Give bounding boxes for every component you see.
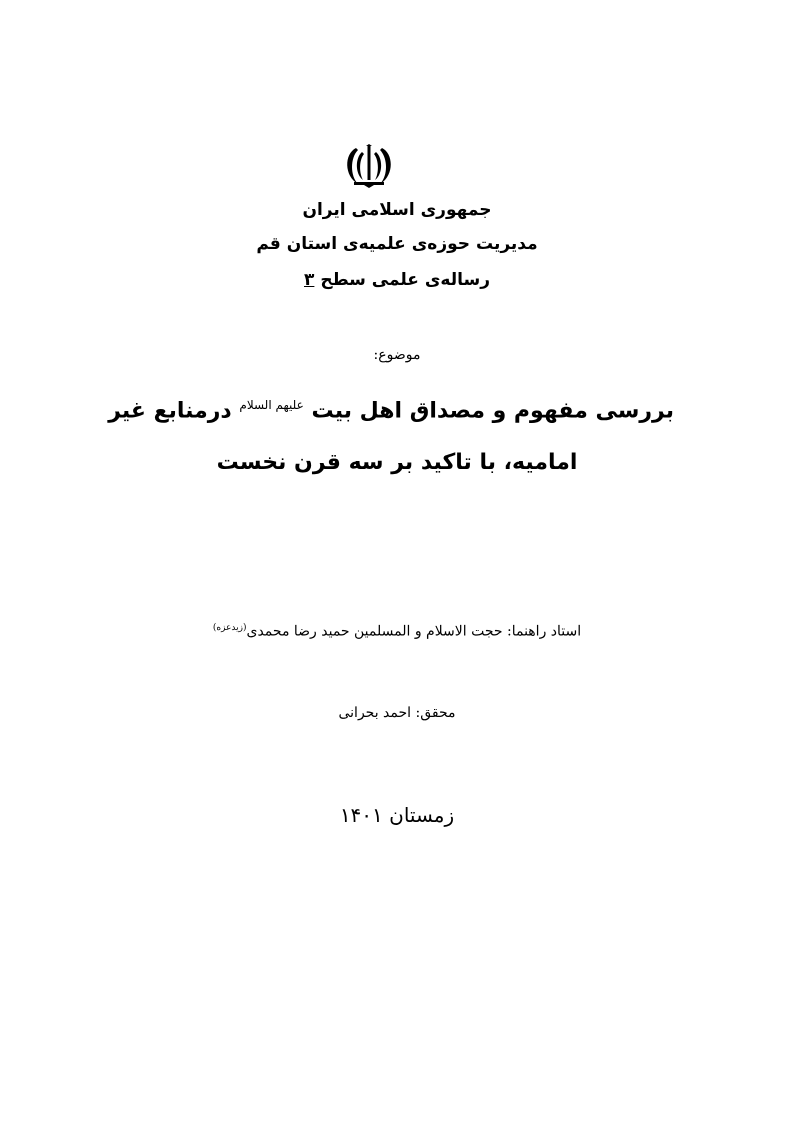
thesis-title-part-2: درمنابع غیر (108, 398, 232, 424)
country-name: جمهوری اسلامی ایران (302, 200, 492, 220)
subject-label: موضوع: (373, 347, 421, 363)
seminary-name: مدیریت حوزه‌ی علمیه‌ی استان قم (256, 234, 538, 254)
date-line: زمستان ۱۴۰۱ (339, 803, 455, 827)
researcher-line: محقق: احمد بحرانی (338, 705, 456, 721)
supervisor-honorific: (زیدعزه) (212, 623, 247, 633)
thesis-title-line-2: امامیه، با تاکید بر سه قرن نخست (216, 450, 578, 475)
supervisor-name: استاد راهنما: حجت الاسلام و المسلمین حمید رضا محمدی (246, 623, 582, 640)
thesis-level-number: ۳ (304, 270, 315, 290)
thesis-title-line-1 (108, 398, 674, 424)
thesis-title-part-1: بررسی مفهوم و مصداق اهل بیت (311, 398, 674, 424)
iran-emblem-icon (342, 144, 396, 188)
supervisor-line (120, 623, 674, 640)
thesis-level-text: رساله‌ی علمی سطح (320, 270, 490, 290)
thesis-level (180, 270, 614, 290)
honorific-ligature: علیهم السلام (239, 398, 304, 412)
